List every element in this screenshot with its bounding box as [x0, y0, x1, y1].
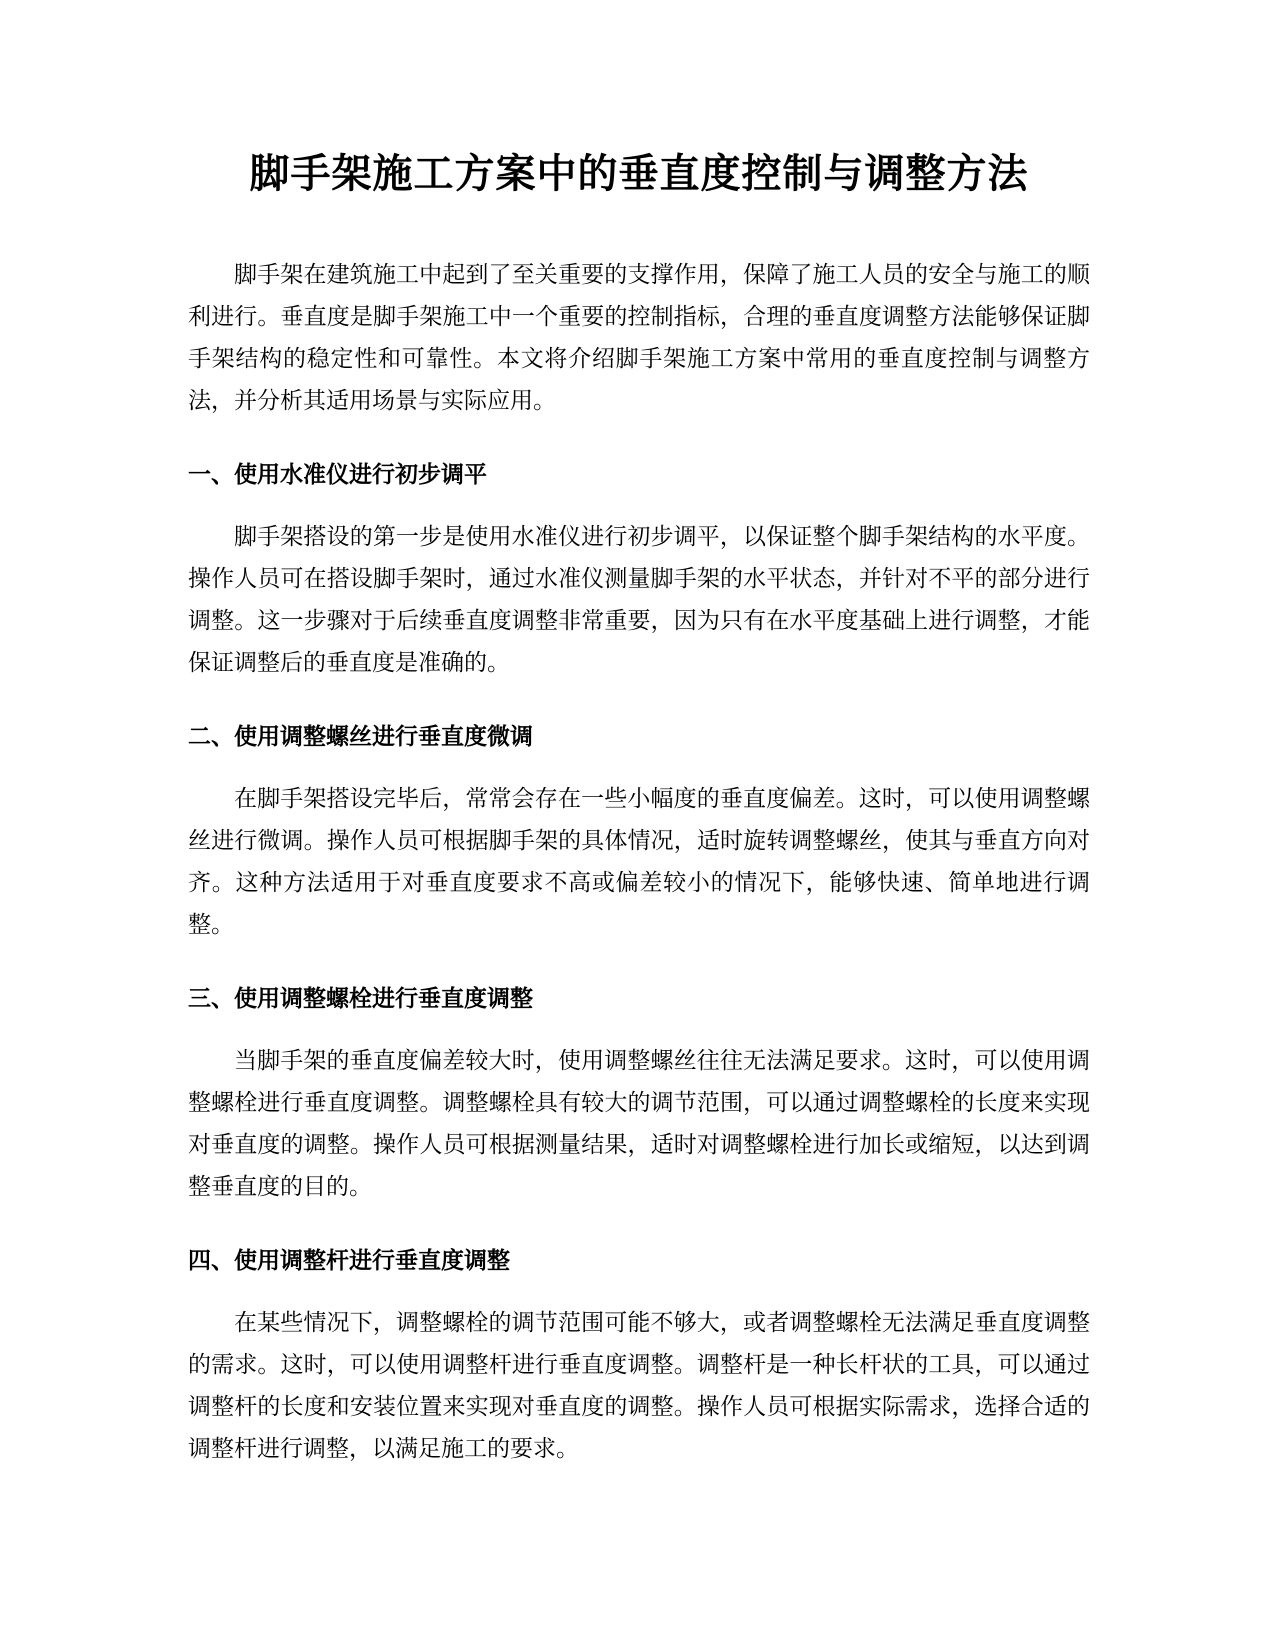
section-heading-3: 三、使用调整螺栓进行垂直度调整: [188, 986, 533, 1012]
document-title: 脚手架施工方案中的垂直度控制与调整方法: [249, 151, 1029, 197]
section-body-1: 脚手架搭设的第一步是使用水准仪进行初步调平，以保证整个脚手架结构的水平度。操作人员可在搭设脚手架时，通过水准仪测量脚手架的水平状态，并针对不平的部分进行调整。这一步骤对于后续垂直度调整非常重要，因为只有在水平度基础上进行调整，才能保证调整后的垂直度是准确的。: [188, 524, 1090, 676]
section-body-2: 在脚手架搭设完毕后，常常会存在一些小幅度的垂直度偏差。这时，可以使用调整螺丝进行微调。操作人员可根据脚手架的具体情况，适时旋转调整螺丝，使其与垂直方向对齐。这种方法适用于对垂直度要求不高或偏差较小的情况下，能够快速、简单地进行调整。: [188, 786, 1090, 938]
section-body-4: 在某些情况下，调整螺栓的调节范围可能不够大，或者调整螺栓无法满足垂直度调整的需求。这时，可以使用调整杆进行垂直度调整。调整杆是一种长杆状的工具，可以通过调整杆的长度和安装位置来实现对垂直度的调整。操作人员可根据实际需求，选择合适的调整杆进行调整，以满足施工的要求。: [188, 1310, 1090, 1462]
section-heading-1: 一、使用水准仪进行初步调平: [188, 462, 487, 488]
section-body-3: 当脚手架的垂直度偏差较大时，使用调整螺丝往往无法满足要求。这时，可以使用调整螺栓进行垂直度调整。调整螺栓具有较大的调节范围，可以通过调整螺栓的长度来实现对垂直度的调整。操作人员可根据测量结果，适时对调整螺栓进行加长或缩短，以达到调整垂直度的目的。: [188, 1048, 1090, 1200]
intro-paragraph: 脚手架在建筑施工中起到了至关重要的支撑作用，保障了施工人员的安全与施工的顺利进行。垂直度是脚手架施工中一个重要的控制指标，合理的垂直度调整方法能够保证脚手架结构的稳定性和可靠性。本文将介绍脚手架施工方案中常用的垂直度控制与调整方法，并分析其适用场景与实际应用。: [188, 262, 1090, 414]
section-heading-4: 四、使用调整杆进行垂直度调整: [188, 1248, 510, 1274]
section-heading-2: 二、使用调整螺丝进行垂直度微调: [188, 724, 533, 750]
